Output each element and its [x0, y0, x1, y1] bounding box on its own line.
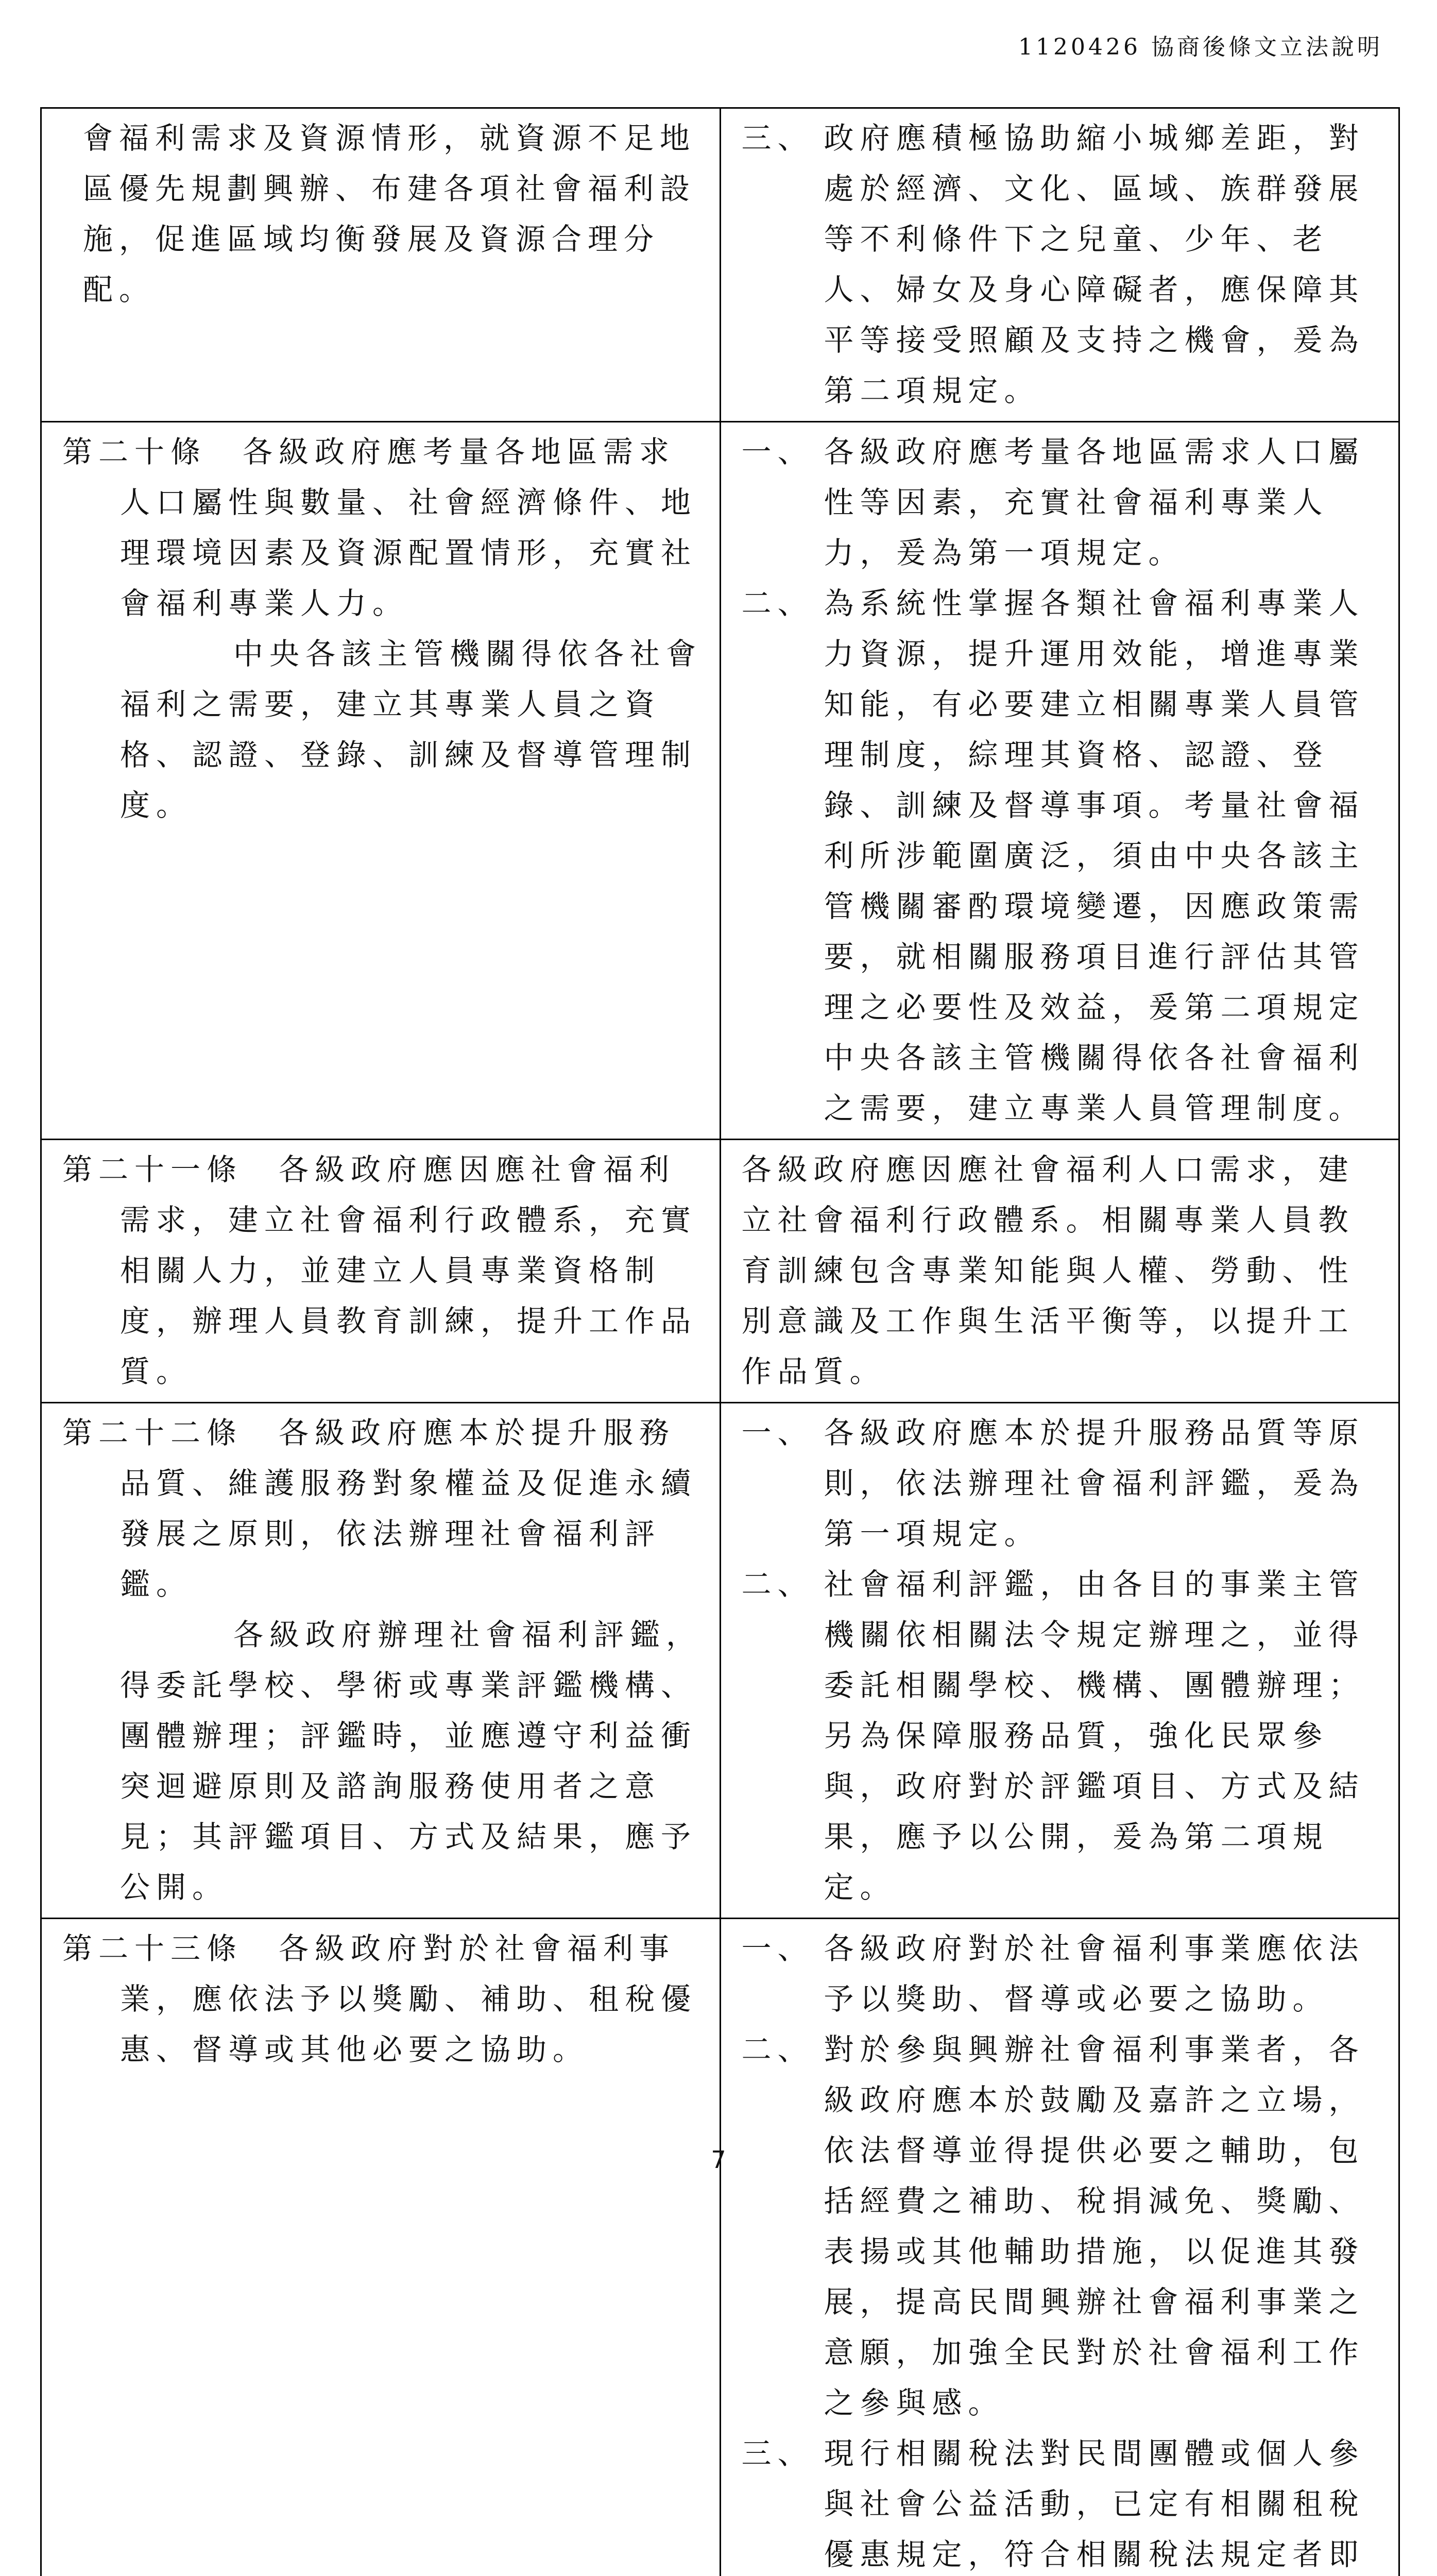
explanation-item [742, 113, 1388, 416]
article-text: 第二十三條 各級政府對於社會福利事業，應依法予以獎勵、補助、租稅優惠、督導或其他必要之協助。 [62, 1923, 708, 2075]
item-number: 二、 [742, 578, 814, 629]
explanation-cell [720, 422, 1399, 1140]
article-cell [41, 1919, 721, 2576]
table-row [41, 108, 1399, 422]
item-number: 三、 [742, 113, 814, 163]
explanation-cell [720, 1140, 1399, 1403]
item-number: 二、 [742, 1559, 814, 1609]
table-row [41, 1140, 1399, 1403]
explanation-cell [720, 1919, 1399, 2576]
page-number: 7 [0, 2146, 1437, 2174]
item-text: 各級政府對於社會福利事業應依法予以獎助、督導或必要之協助。 [824, 1931, 1365, 2016]
article-cell [41, 108, 721, 422]
item-number: 一、 [742, 1408, 814, 1458]
explanation-item [742, 1559, 1388, 1912]
item-number: 三、 [742, 2428, 814, 2479]
article-cell [41, 1140, 721, 1403]
article-paragraph: 中央各該主管機關得依各社會福利之需要，建立其專業人員之資格、認證、登錄、訓練及督導管理制度。 [62, 629, 708, 831]
item-text: 各級政府應本於提升服務品質等原則，依法辦理社會福利評鑑，爰為第一項規定。 [824, 1415, 1365, 1551]
explanation-cell [720, 108, 1399, 422]
article-text: 第二十二條 各級政府應本於提升服務品質、維護服務對象權益及促進永續發展之原則，依法辦理社會福利評鑑。 [62, 1408, 708, 1609]
article-text: 第二十條 各級政府應考量各地區需求人口屬性與數量、社會經濟條件、地理環境因素及資源配置情形，充實社會福利專業人力。 [62, 427, 708, 629]
explanation-item [742, 427, 1388, 578]
explanation-item [742, 2428, 1388, 2576]
article-text: 第二十一條 各級政府應因應社會福利需求，建立社會福利行政體系，充實相關人力，並建立人員專業資格制度，辦理人員教育訓練，提升工作品質。 [62, 1144, 708, 1397]
explanation-item [742, 578, 1388, 1133]
item-number: 一、 [742, 1923, 814, 1974]
item-text: 政府應積極協助縮小城鄉差距，對處於經濟、文化、區域、族群發展等不利條件下之兒童、少年、老人、婦女及身心障礙者，應保障其平等接受照顧及支持之機會，爰為第二項規定。 [824, 121, 1365, 408]
item-text: 社會福利評鑑，由各目的事業主管機關依相關法令規定辦理之，並得委託相關學校、機構、團體辦理；另為保障服務品質，強化民眾參與，政府對於評鑑項目、方式及結果，應予以公開，爰為第二項規定。 [824, 1567, 1365, 1905]
table-row [41, 422, 1399, 1140]
article-cell [41, 1403, 721, 1919]
explanation-text: 各級政府應因應社會福利人口需求，建立社會福利行政體系。相關專業人員教育訓練包含專業知能與人權、勞動、性別意識及工作與生活平衡等，以提升工作品質。 [742, 1144, 1388, 1397]
table-row [41, 1403, 1399, 1919]
item-text: 為系統性掌握各類社會福利專業人力資源，提升運用效能，增進專業知能，有必要建立相關專業人員管理制度，綜理其資格、認證、登錄、訓練及督導事項。考量社會福利所涉範圍廣泛，須由中央各該主管機關審酌環境變遷，因應政策需要，就相關服務項目進行評估其管理之必要性及效益，爰第二項規定中央各該主管機關得依各社會福利之需要，建立專業人員管理制度。 [824, 586, 1365, 1126]
article-continuation: 會福利需求及資源情形，就資源不足地區優先規劃興辦、布建各項社會福利設施，促進區域均衡發展及資源合理分配。 [62, 113, 708, 315]
explanation-cell [720, 1403, 1399, 1919]
document-header: 1120426 協商後條文立法說明 [1018, 28, 1383, 61]
explanation-item [742, 2024, 1388, 2428]
item-text: 現行相關稅法對民間團體或個人參與社會公益活動，已定有相關租稅優惠規定，符合相關稅法規定者即 [824, 2436, 1365, 2576]
item-number: 一、 [742, 427, 814, 477]
legislation-table [40, 107, 1400, 2576]
article-cell [41, 422, 721, 1140]
explanation-item [742, 1408, 1388, 1559]
explanation-item [742, 1923, 1388, 2024]
item-text: 對於參與興辦社會福利事業者，各級政府應本於鼓勵及嘉許之立場，依法督導並得提供必要之輔助，包括經費之補助、稅捐減免、獎勵、表揚或其他輔助措施，以促進其發展，提高民間興辦社會福利事業之意願，加強全民對於社會福利工作之參與感。 [824, 2032, 1365, 2420]
item-text: 各級政府應考量各地區需求人口屬性等因素，充實社會福利專業人力，爰為第一項規定。 [824, 434, 1365, 570]
table-row [41, 1919, 1399, 2576]
item-number: 二、 [742, 2024, 814, 2075]
article-paragraph: 各級政府辦理社會福利評鑑，得委託學校、學術或專業評鑑機構、團體辦理；評鑑時，並應遵守利益衝突迴避原則及諮詢服務使用者之意見；其評鑑項目、方式及結果，應予公開。 [62, 1609, 708, 1912]
